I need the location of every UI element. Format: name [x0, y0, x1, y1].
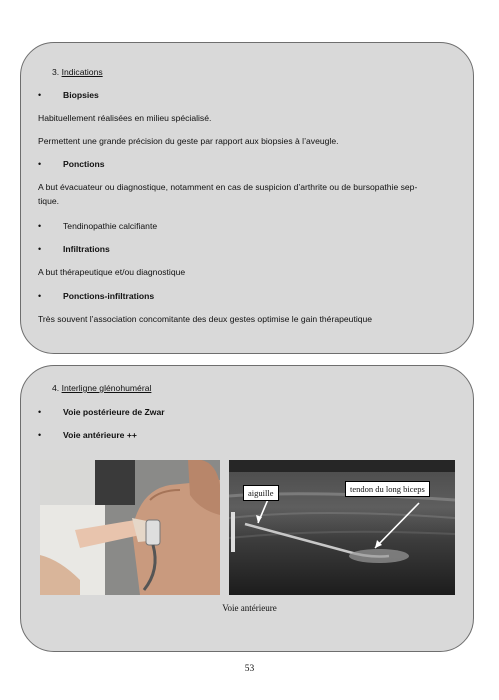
bullet-biopsies: Biopsies: [63, 90, 99, 100]
bullet-ponctions-infiltrations: Ponctions-infiltrations: [63, 291, 155, 301]
ponctions-text-1: A but évacuateur ou diagnostique, notamment en cas de suspicion d’arthrite ou de bursopathie sep-: [38, 182, 418, 192]
bullet-icon: •: [38, 430, 42, 440]
bullet-infiltrations: Infiltrations: [63, 244, 110, 254]
page-number: 53: [244, 664, 255, 674]
clinical-photo-drawing: [40, 460, 220, 595]
section3-title: Indications: [61, 67, 103, 77]
bullet-icon: •: [38, 221, 42, 231]
bullet-icon: •: [38, 159, 42, 169]
bullet-icon: •: [38, 407, 42, 417]
bullet-voie-anterieure: Voie antérieure ++: [63, 430, 137, 440]
section3-heading: [52, 66, 103, 78]
ponctions-text-2: tique.: [38, 196, 60, 206]
section4-heading: [52, 382, 151, 394]
label-tendon-biceps: tendon du long biceps: [345, 481, 430, 497]
bullet-icon: •: [38, 291, 42, 301]
bullet-tendinopathie: Tendinopathie calcifiante: [63, 221, 158, 231]
section4-number: 4.: [52, 383, 60, 393]
figure-caption: Voie antérieure: [222, 603, 277, 613]
bullet-ponctions: Ponctions: [63, 159, 105, 169]
clinical-photo: [40, 460, 220, 595]
biopsies-text-2: Permettent une grande précision du geste par rapport aux biopsies à l’aveugle.: [38, 136, 339, 146]
infiltrations-text: A but thérapeutique et/ou diagnostique: [38, 267, 186, 277]
bullet-icon: •: [38, 244, 42, 254]
section4-title: Interligne glénohuméral: [61, 383, 152, 393]
section3-number: 3.: [52, 67, 60, 77]
ponctions-infiltrations-text: Très souvent l’association concomitante des deux gestes optimise le gain thérapeutique: [38, 314, 373, 324]
bullet-icon: •: [38, 90, 42, 100]
biopsies-text-1: Habituellement réalisées en milieu spécialisé.: [38, 113, 212, 123]
label-aiguille: aiguille: [243, 485, 279, 501]
bullet-voie-posterieure: Voie postérieure de Zwar: [63, 407, 165, 417]
